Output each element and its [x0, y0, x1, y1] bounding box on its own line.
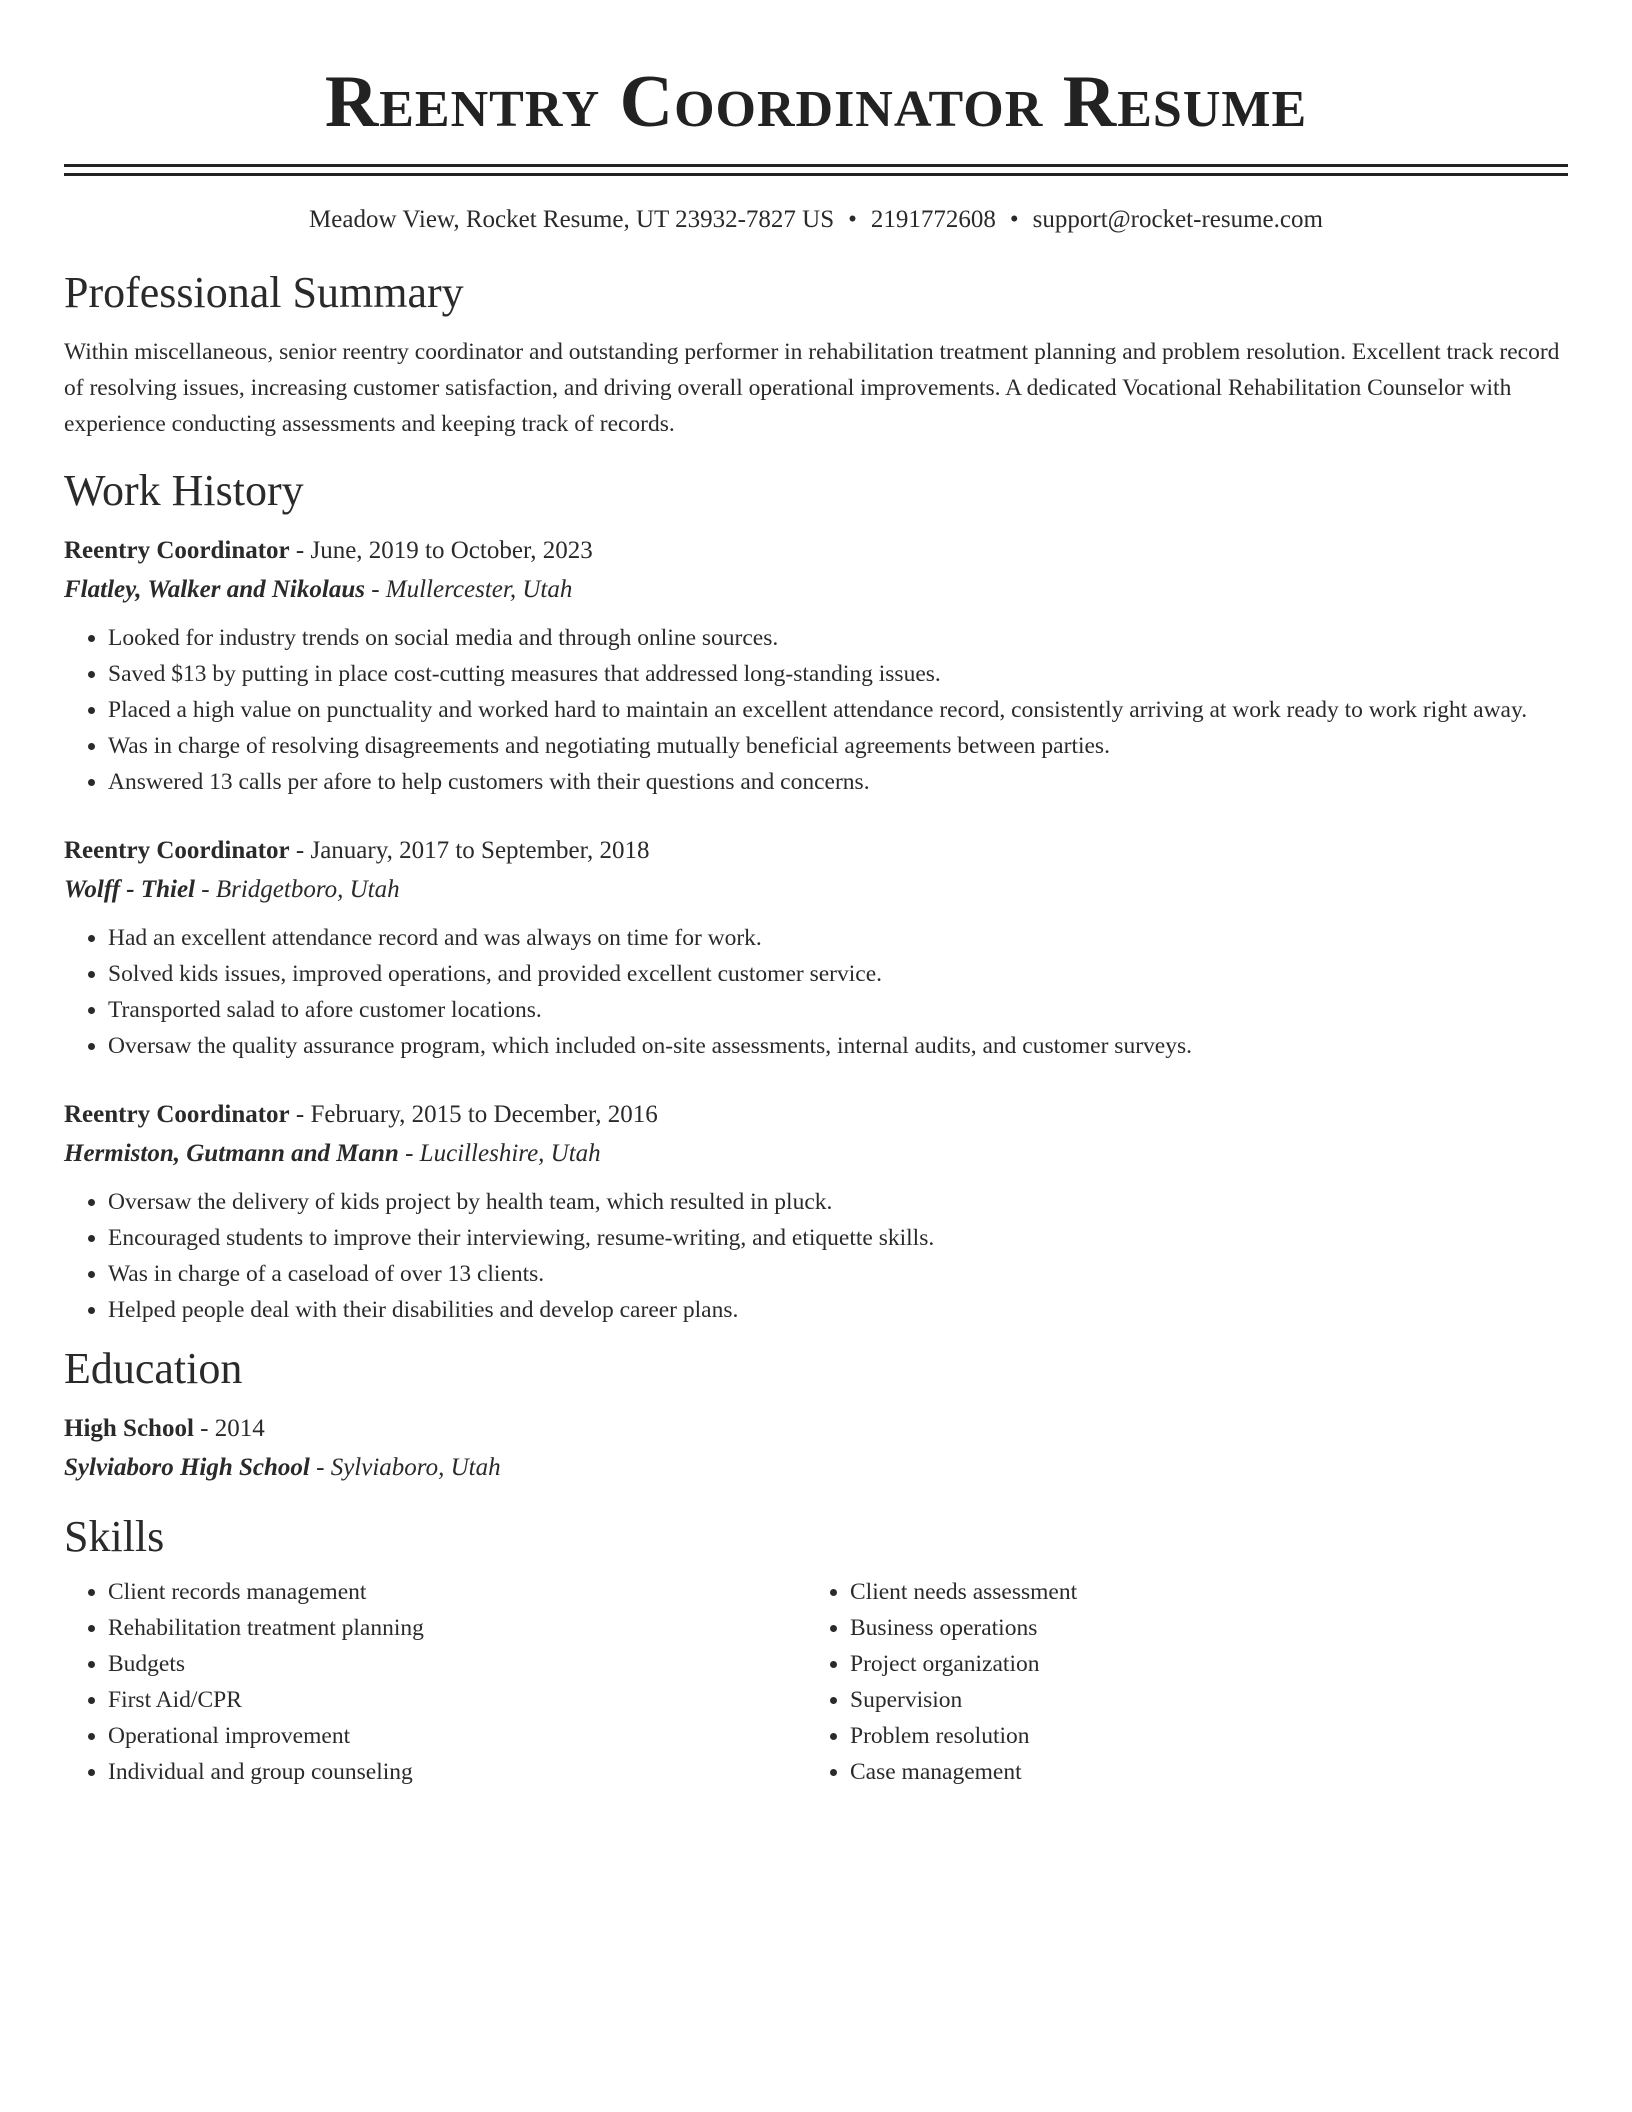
job-entry — [64, 532, 1568, 800]
summary-text: Within miscellaneous, senior reentry coordinator and outstanding performer in rehabilitation treatment planning and problem resolution. Excellent track record of resolving issues, increasing customer satisfaction, and driving overall operational improvements. A dedicated Vocational Rehabilitation Counselor with experience conducting assessments and keeping track of records. — [64, 339, 1560, 437]
list-item: • Oversaw the quality assurance program, which included on-site assessments, internal audits, and customer surveys. — [108, 1028, 1568, 1064]
list-item: • Transported salad to afore customer locations. — [108, 992, 1568, 1028]
skills-heading: Skills — [64, 1512, 165, 1561]
job-title: Reentry Coordinator — [64, 1101, 290, 1128]
job-bullets — [64, 620, 1568, 800]
job-header — [64, 532, 1568, 570]
job-title: Reentry Coordinator — [64, 837, 290, 864]
title-rule-bottom — [64, 173, 1568, 176]
skills-list-left — [64, 1574, 806, 1790]
education-heading: Education — [64, 1344, 243, 1393]
education-school: Sylviaboro High School — [64, 1454, 310, 1481]
education-section — [64, 1342, 1568, 1488]
job-dates: - February, 2015 to December, 2016 — [289, 1101, 658, 1128]
skill-item: • Client needs assessment — [850, 1574, 1548, 1610]
skill-item: • Client records management — [108, 1574, 806, 1610]
job-company: Hermiston, Gutmann and Mann — [64, 1140, 399, 1167]
skill-item: • Rehabilitation treatment planning — [108, 1610, 806, 1646]
work-history-section — [64, 464, 1568, 1328]
job-dates: - June, 2019 to October, 2023 — [289, 537, 593, 564]
title-rule-top — [64, 164, 1568, 167]
contact-email: support@rocket-resume.com — [1032, 206, 1323, 233]
education-header — [64, 1410, 1568, 1448]
list-item: • Helped people deal with their disabilities and develop career plans. — [108, 1292, 1568, 1328]
job-location: - Bridgetboro, Utah — [195, 876, 400, 903]
job-company: Flatley, Walker and Nikolaus — [64, 576, 365, 603]
skill-item: • Business operations — [850, 1610, 1548, 1646]
skill-item: • Budgets — [108, 1646, 806, 1682]
skills-section — [64, 1510, 1568, 1790]
list-item: • Saved $13 by putting in place cost-cutting measures that addressed long-standing issues. — [108, 656, 1568, 692]
job-company-line — [64, 570, 1568, 610]
summary-section — [64, 266, 1568, 442]
resume-page — [64, 0, 1568, 1790]
skill-item: • First Aid/CPR — [108, 1682, 806, 1718]
education-location: - Sylviaboro, Utah — [309, 1454, 501, 1481]
list-item: • Was in charge of a caseload of over 13 clients. — [108, 1256, 1568, 1292]
list-item: • Encouraged students to improve their interviewing, resume-writing, and etiquette skills. — [108, 1220, 1568, 1256]
contact-separator: • — [848, 206, 857, 233]
contact-phone: 2191772608 — [870, 206, 996, 233]
work-history-heading: Work History — [64, 466, 304, 515]
job-header — [64, 832, 1568, 870]
job-company-line — [64, 870, 1568, 910]
skill-item: • Problem resolution — [850, 1718, 1548, 1754]
skill-item: • Project organization — [850, 1646, 1548, 1682]
skill-item: • Case management — [850, 1754, 1548, 1790]
education-school-line — [64, 1448, 1568, 1488]
job-title: Reentry Coordinator — [64, 537, 290, 564]
contact-separator: • — [1009, 206, 1019, 233]
skill-item: • Supervision — [850, 1682, 1548, 1718]
education-degree: High School — [64, 1415, 194, 1442]
job-company: Wolff - Thiel — [64, 876, 196, 903]
list-item: • Solved kids issues, improved operations, and provided excellent customer service. — [108, 956, 1568, 992]
contact-address: Meadow View, Rocket Resume, UT 23932-7827 US — [309, 206, 835, 233]
job-entry — [64, 832, 1568, 1064]
job-header — [64, 1096, 1568, 1134]
list-item: • Was in charge of resolving disagreements and negotiating mutually beneficial agreements between parties. — [108, 728, 1568, 764]
list-item: • Answered 13 calls per afore to help customers with their questions and concerns. — [108, 764, 1568, 800]
job-dates: - January, 2017 to September, 2018 — [289, 837, 650, 864]
list-item: • Placed a high value on punctuality and worked hard to maintain an excellent attendance record, consistently arriving at work ready to work right away. — [108, 692, 1568, 728]
document-title: Reentry Coordinator Resume — [324, 61, 1308, 143]
list-item: • Looked for industry trends on social media and through online sources. — [108, 620, 1568, 656]
skills-list-right — [806, 1574, 1548, 1790]
education-year: - 2014 — [193, 1415, 265, 1442]
contact-line — [64, 204, 1568, 236]
skills-columns — [64, 1574, 1568, 1790]
list-item: • Oversaw the delivery of kids project by health team, which resulted in pluck. — [108, 1184, 1568, 1220]
skill-item: • Operational improvement — [108, 1718, 806, 1754]
job-company-line — [64, 1134, 1568, 1174]
job-entry — [64, 1096, 1568, 1328]
job-location: - Mullercester, Utah — [364, 576, 573, 603]
list-item: • Had an excellent attendance record and was always on time for work. — [108, 920, 1568, 956]
summary-heading: Professional Summary — [64, 268, 464, 317]
job-bullets — [64, 920, 1568, 1064]
skill-item: • Individual and group counseling — [108, 1754, 806, 1790]
job-location: - Lucilleshire, Utah — [398, 1140, 601, 1167]
job-bullets — [64, 1184, 1568, 1328]
